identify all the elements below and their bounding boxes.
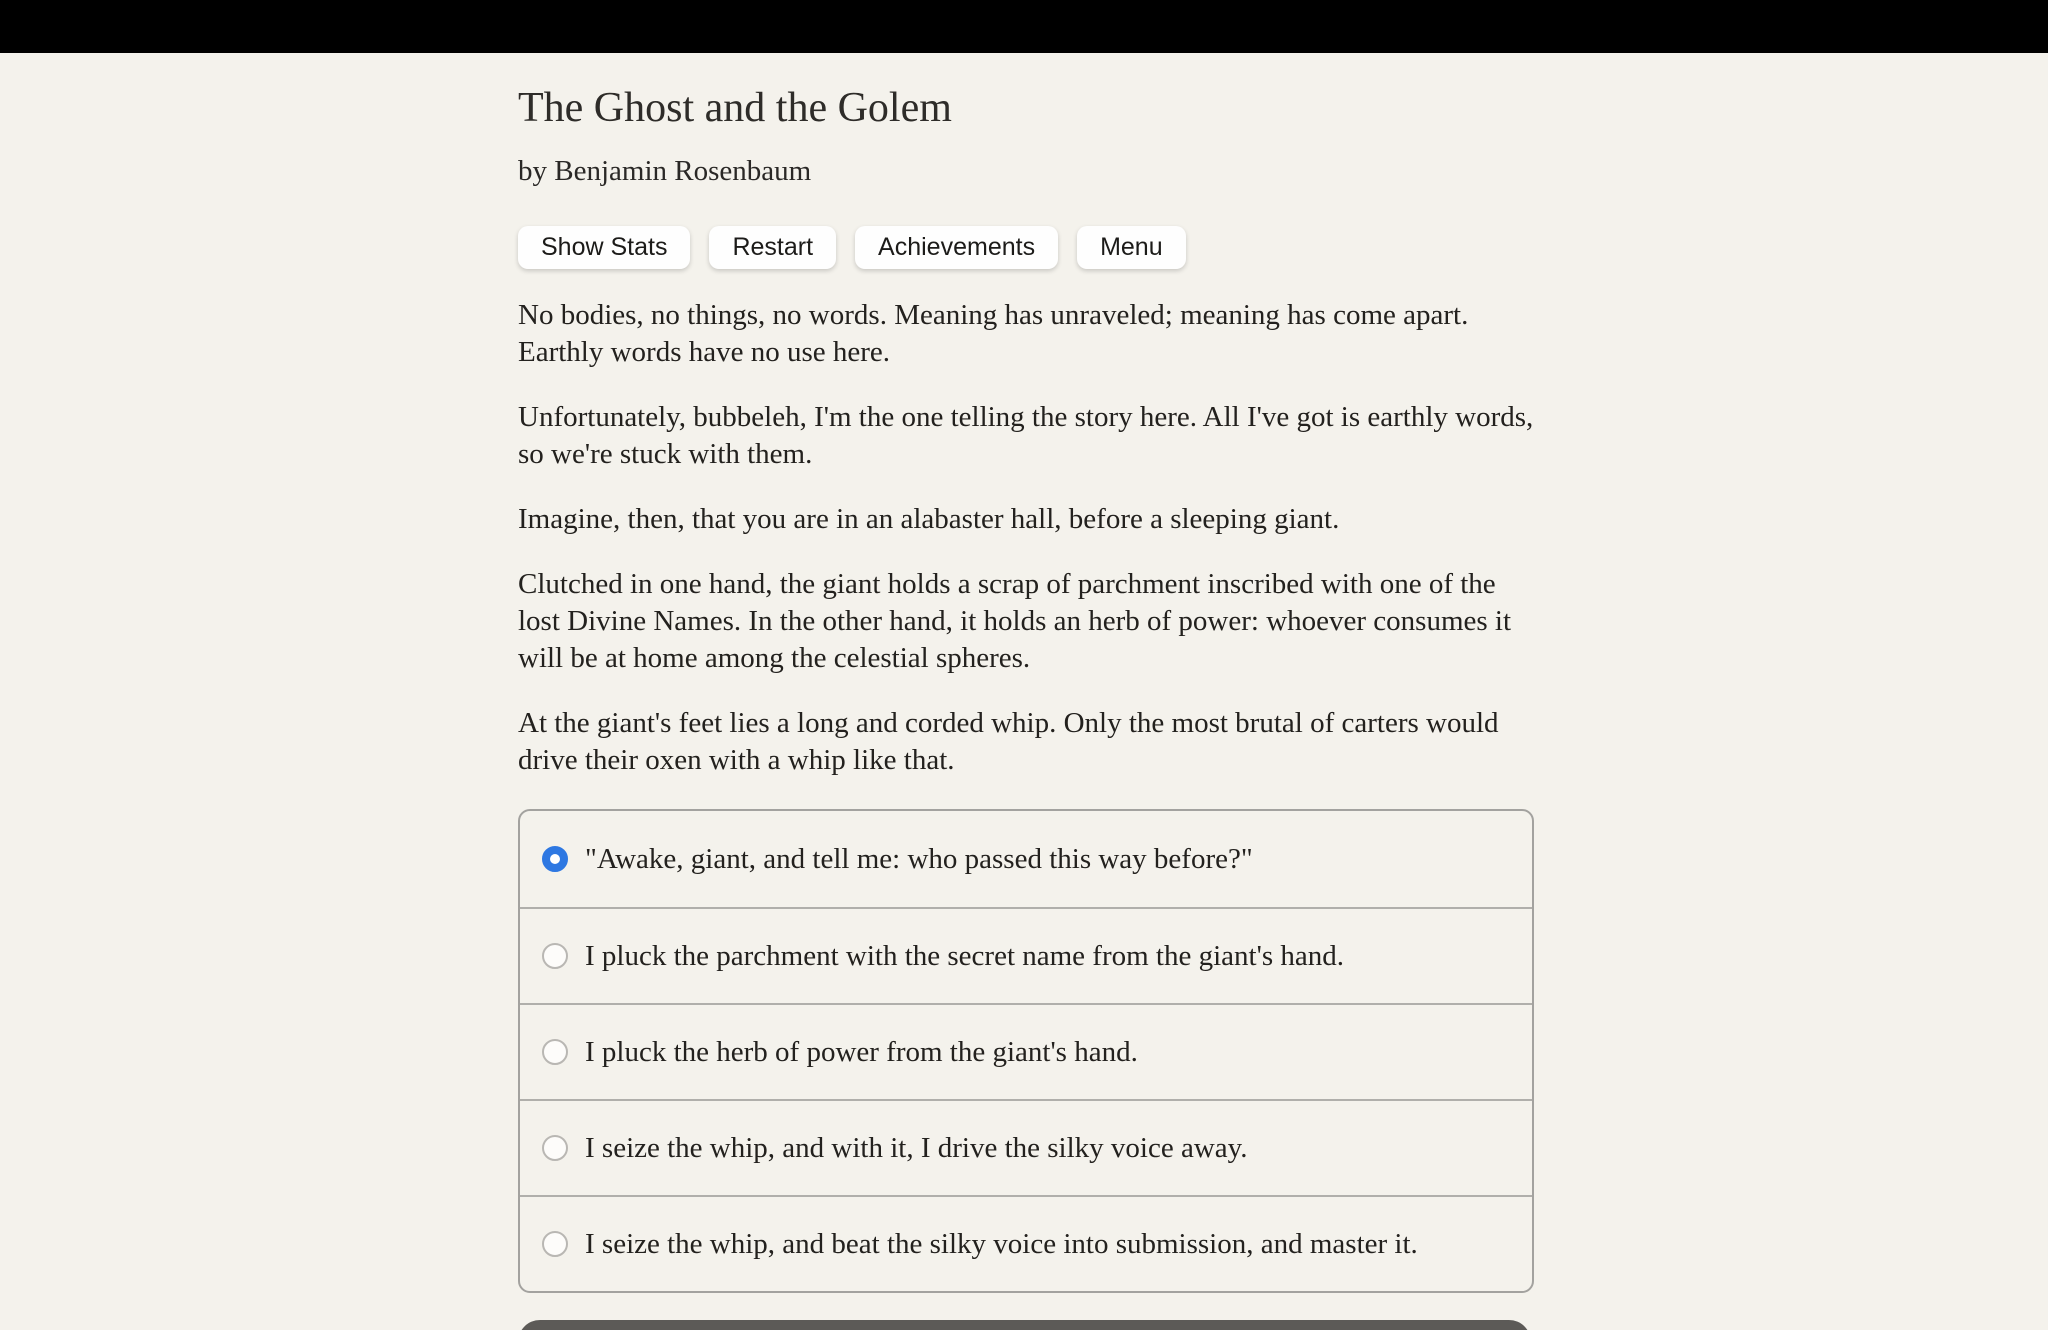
choice-option[interactable] [520, 907, 1532, 1003]
choice-label: I seize the whip, and with it, I drive the silky voice away. [585, 1131, 1248, 1164]
story-paragraph: Unfortunately, bubbeleh, I'm the one telling the story here. All I've got is earthly words, so we're stuck with them. [518, 401, 1534, 470]
story-paragraph: Clutched in one hand, the giant holds a scrap of parchment inscribed with one of the lost Divine Names. In the other hand, it holds an herb of power: whoever consumes it will be at home among the celestial spheres. [518, 568, 1512, 674]
story-text [518, 297, 1534, 779]
radio-icon[interactable] [542, 1039, 568, 1065]
choice-option[interactable] [520, 1003, 1532, 1099]
story-paragraph: Imagine, then, that you are in an alabaster hall, before a sleeping giant. [518, 503, 1340, 535]
choice-label: "Awake, giant, and tell me: who passed this way before?" [585, 842, 1253, 875]
choice-label: I seize the whip, and beat the silky voice into submission, and master it. [585, 1227, 1418, 1260]
choice-option[interactable] [520, 811, 1532, 907]
next-button[interactable] [518, 1320, 1531, 1330]
radio-icon[interactable] [542, 846, 568, 872]
achievements-button[interactable]: Achievements [855, 226, 1058, 269]
page-title: The Ghost and the Golem [518, 85, 952, 131]
toolbar [518, 226, 1534, 269]
byline: by Benjamin Rosenbaum [518, 155, 812, 187]
menu-button[interactable]: Menu [1077, 226, 1186, 269]
restart-button[interactable]: Restart [709, 226, 836, 269]
story-page [518, 83, 1534, 1330]
choice-label: I pluck the herb of power from the giant's hand. [585, 1035, 1138, 1068]
radio-icon[interactable] [542, 1231, 568, 1257]
story-paragraph: At the giant's feet lies a long and corded whip. Only the most brutal of carters would drive their oxen with a whip like that. [518, 707, 1499, 776]
choice-list [518, 809, 1534, 1293]
radio-icon[interactable] [542, 1135, 568, 1161]
show-stats-button[interactable]: Show Stats [518, 226, 690, 269]
radio-icon[interactable] [542, 943, 568, 969]
top-bar [0, 0, 2048, 53]
choice-label: I pluck the parchment with the secret name from the giant's hand. [585, 939, 1344, 972]
choice-option[interactable] [520, 1099, 1532, 1195]
choice-option[interactable] [520, 1195, 1532, 1291]
story-paragraph: No bodies, no things, no words. Meaning has unraveled; meaning has come apart. Earthly words have no use here. [518, 299, 1469, 368]
